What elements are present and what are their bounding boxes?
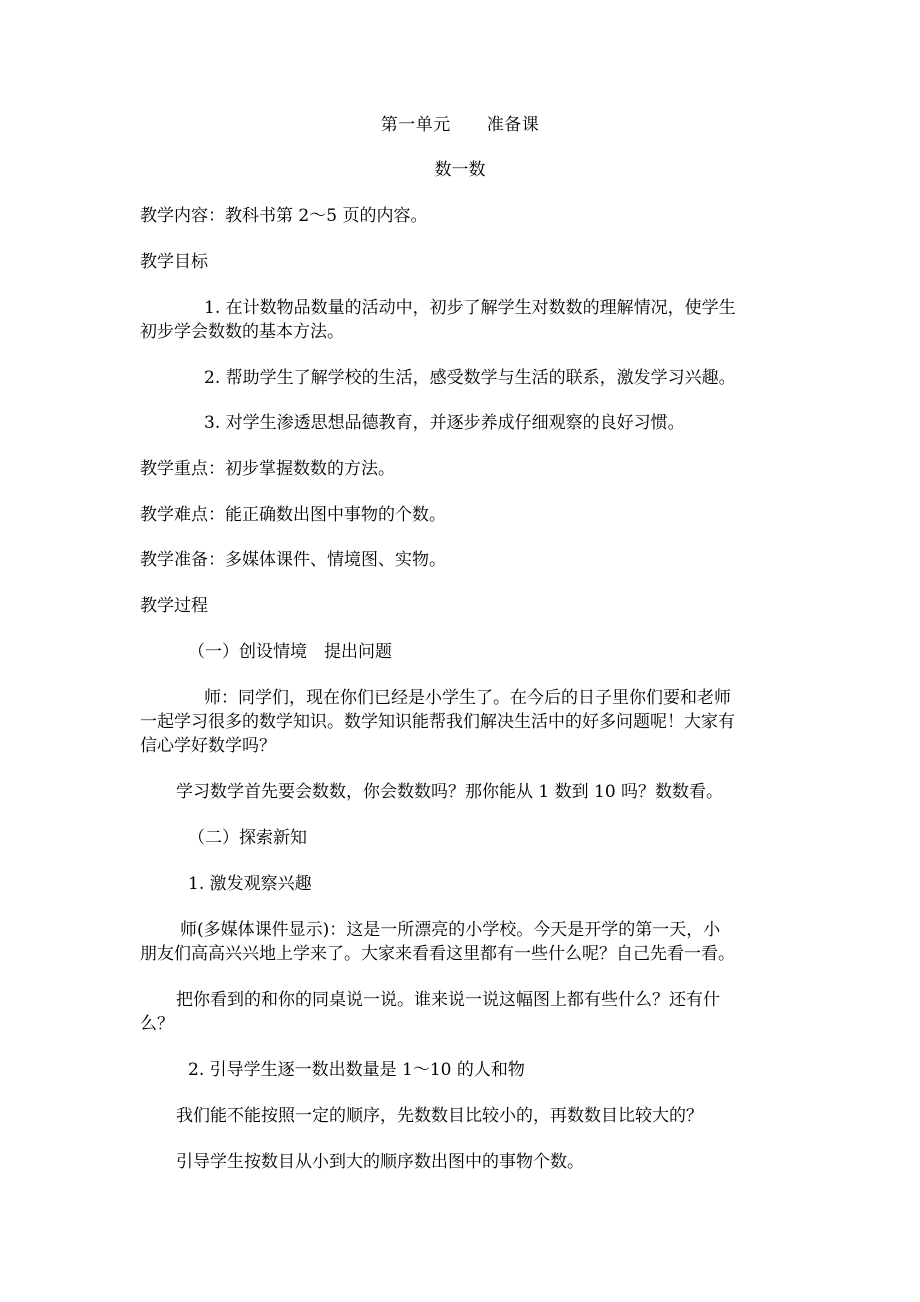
goal-1-line-1: 1. 在计数物品数量的活动中，初步了解学生对数数的理解情况，使学生 — [204, 298, 736, 318]
teaching-content: 教学内容：教科书第 2～5 页的内容。 — [140, 206, 428, 226]
goal-2: 2. 帮助学生了解学校的生活，感受数学与生活的联系，激发学习兴趣。 — [204, 368, 736, 388]
teacher-2-line-2: 朋友们高高兴兴地上学来了。大家来看看这里都有一些什么呢？自己先看一看。 — [140, 944, 735, 964]
title-unit: 第一单元 — [380, 115, 451, 135]
section-2-heading: （二）探索新知 — [188, 828, 307, 848]
teacher-2-line-1: 师(多媒体课件显示)：这是一所漂亮的小学校。今天是开学的第一天，小 — [180, 920, 721, 940]
guide-text: 引导学生按数目从小到大的顺序数出图中的事物个数。 — [176, 1152, 584, 1172]
share-line-2: 么？ — [140, 1014, 174, 1034]
step-2-heading: 2. 引导学生逐一数出数量是 1～10 的人和物 — [188, 1060, 525, 1080]
document-title — [0, 114, 920, 136]
goal-3: 3. 对学生渗透思想品德教育，并逐步养成仔细观察的良好习惯。 — [204, 413, 685, 433]
difficulty: 教学难点：能正确数出图中事物的个数。 — [140, 505, 446, 525]
goals-heading: 教学目标 — [140, 252, 208, 272]
document-subtitle: 数一数 — [434, 160, 486, 180]
title-lesson: 准备课 — [486, 115, 540, 135]
process-heading: 教学过程 — [140, 596, 208, 616]
teacher-1-line-2: 一起学习很多的数学知识。数学知识能帮我们解决生活中的好多问题呢！大家有 — [140, 712, 735, 732]
order-question: 我们能不能按照一定的顺序，先数数目比较小的，再数数目比较大的？ — [176, 1106, 703, 1126]
goal-1-line-2: 初步学会数数的基本方法。 — [140, 322, 344, 342]
step-1-heading: 1. 激发观察兴趣 — [188, 874, 312, 894]
key-point: 教学重点：初步掌握数数的方法。 — [140, 459, 395, 479]
preparation: 教学准备：多媒体课件、情境图、实物。 — [140, 550, 446, 570]
section-1-heading: （一）创设情境 提出问题 — [188, 642, 392, 662]
teacher-1-line-3: 信心学好数学吗？ — [140, 736, 276, 756]
share-line-1: 把你看到的和你的同桌说一说。谁来说一说这幅图上都有些什么？还有什 — [176, 990, 720, 1010]
counting-question: 学习数学首先要会数数，你会数数吗？那你能从 1 数到 10 吗？数数看。 — [176, 782, 724, 802]
teacher-1-line-1: 师：同学们，现在你们已经是小学生了。在今后的日子里你们要和老师 — [204, 688, 731, 708]
